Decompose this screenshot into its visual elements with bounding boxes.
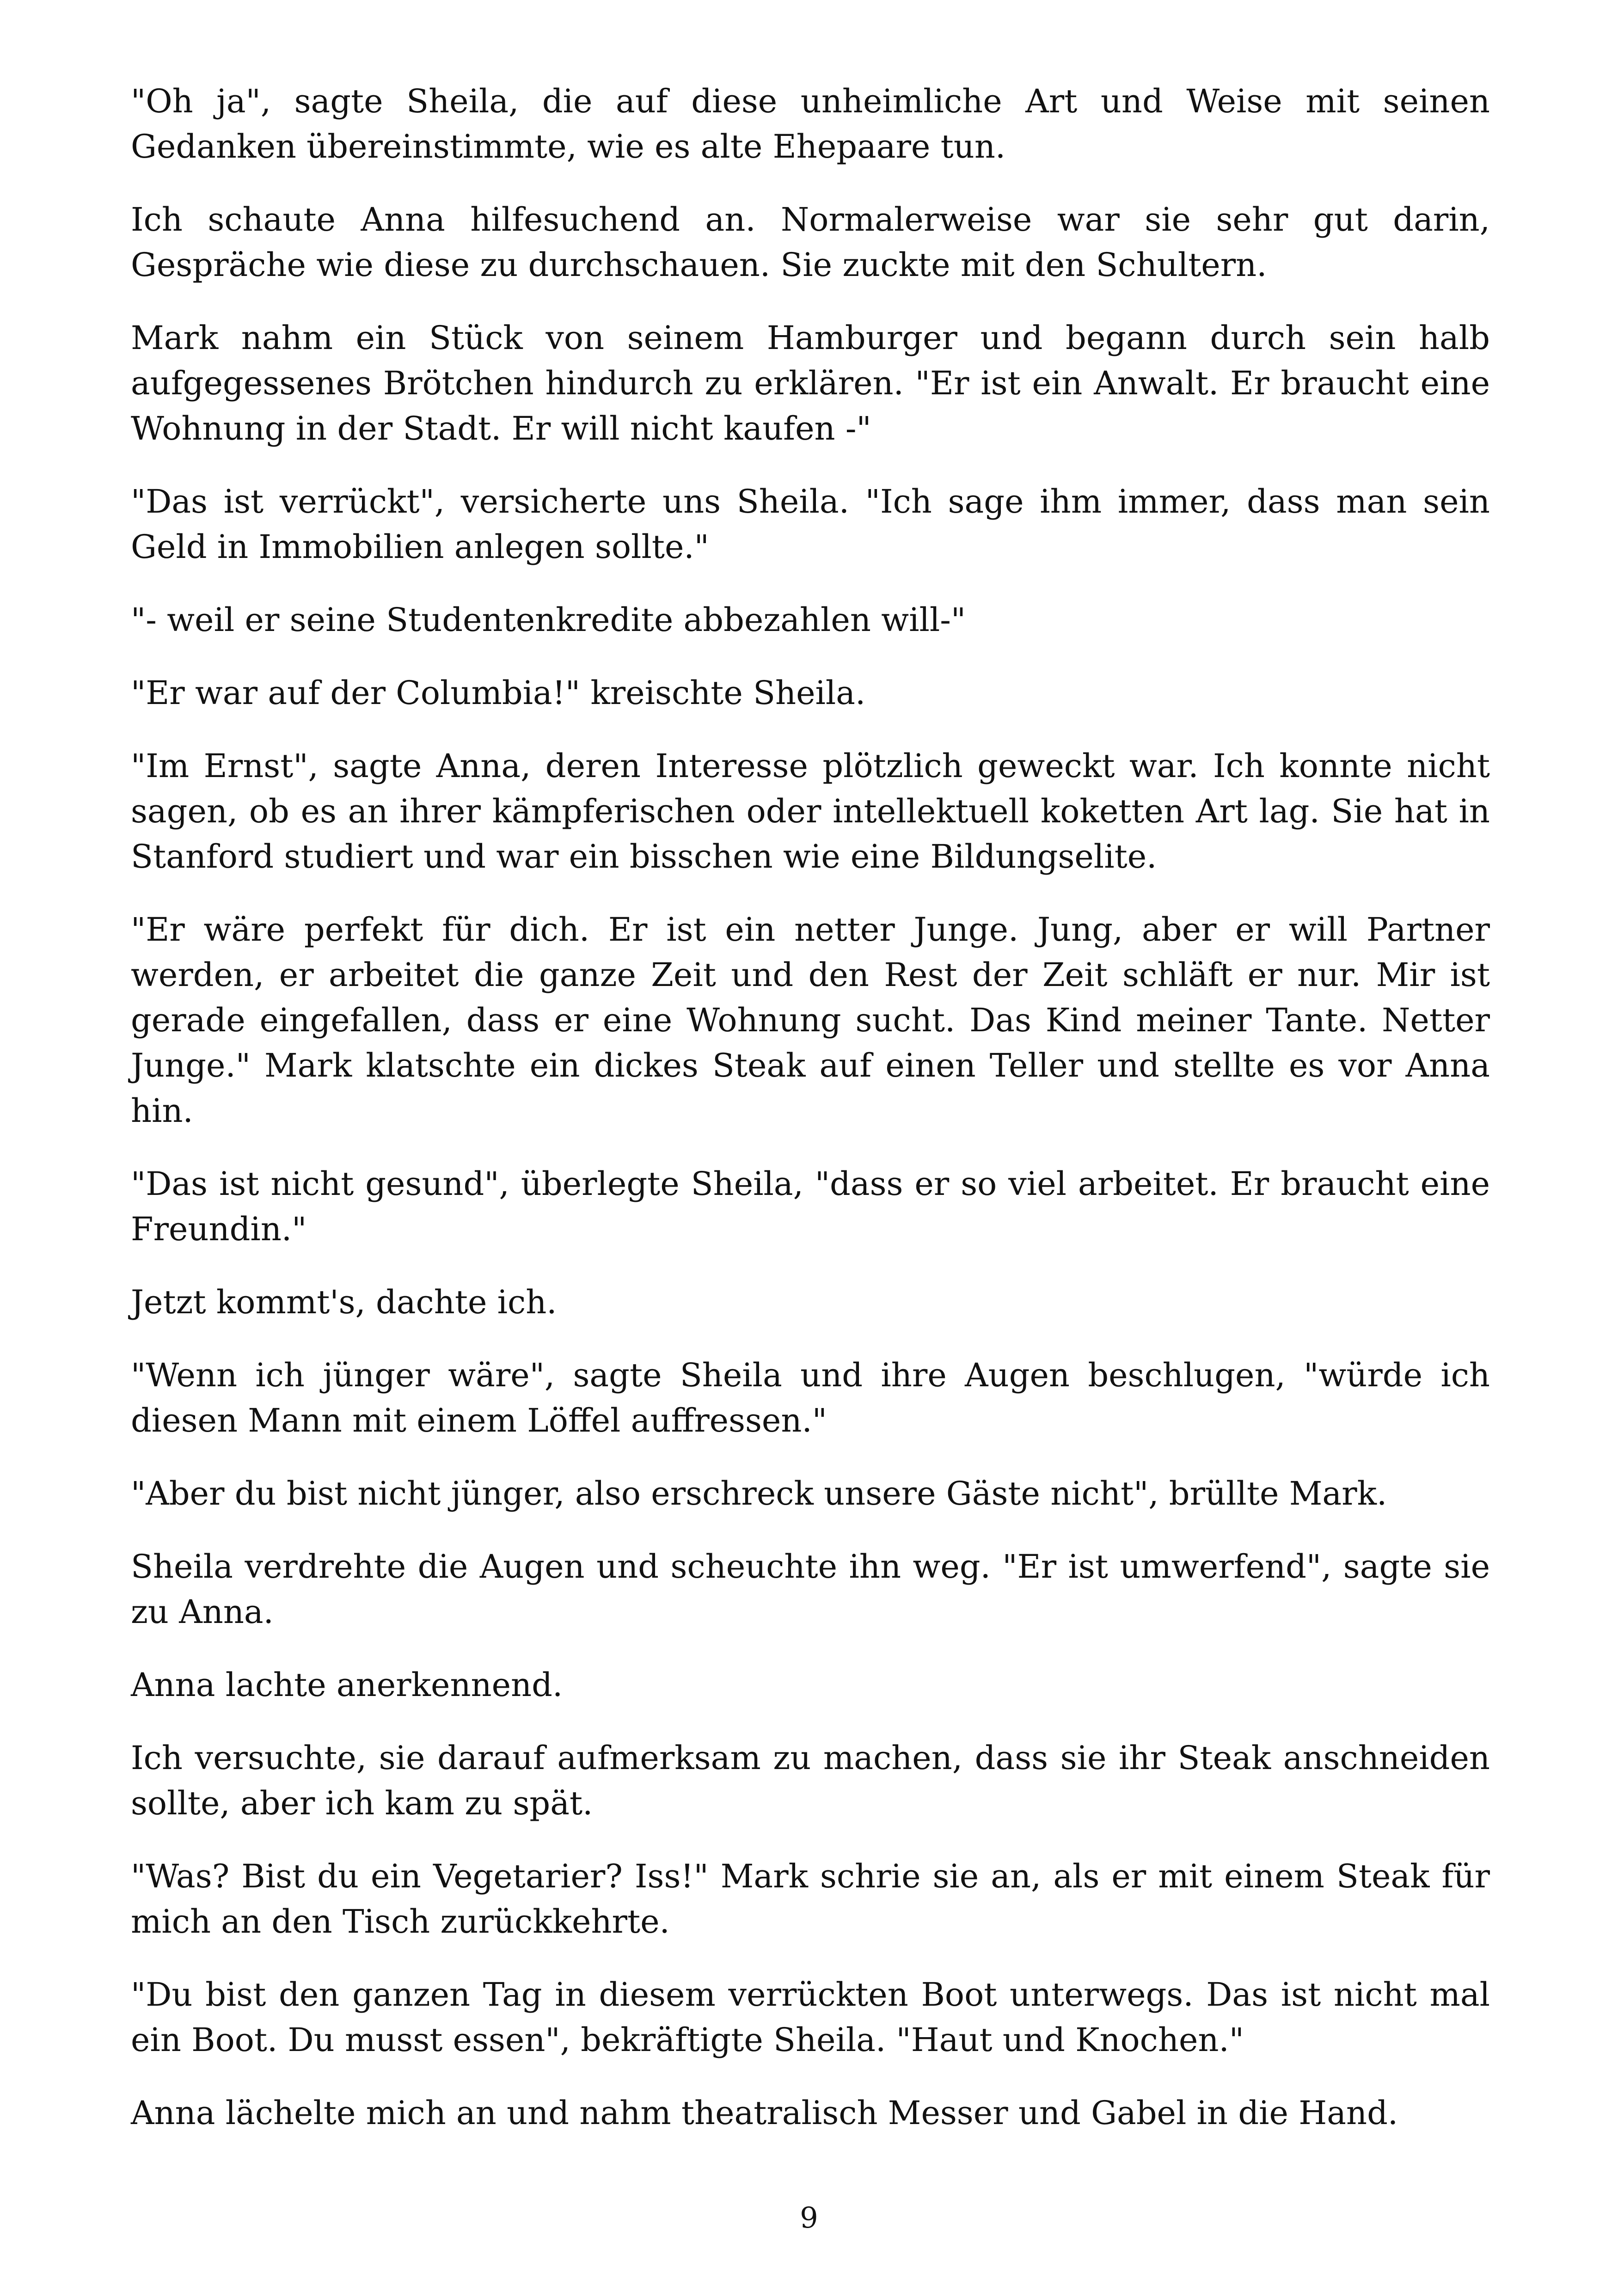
page-number: 9 bbox=[800, 2201, 818, 2235]
paragraph: "Wenn ich jünger wäre", sagte Sheila und ihre Augen beschlugen, "würde ich diesen Mann mit einem Löffel auffressen." bbox=[131, 1356, 1490, 1439]
paragraph: Anna lachte anerkennend. bbox=[131, 1666, 563, 1704]
paragraph: "Aber du bist nicht jünger, also erschreck unsere Gäste nicht", brüllte Mark. bbox=[131, 1475, 1387, 1512]
paragraph: "Im Ernst", sagte Anna, deren Interesse plötzlich geweckt war. Ich konnte nicht sagen, ob es an ihrer kämpferischen oder intellektuell koketten Art lag. Sie hat in Stanford studiert und war ein bisschen wie eine Bildungselite. bbox=[131, 747, 1490, 876]
paragraph: "Das ist nicht gesund", überlegte Sheila, "dass er so viel arbeitet. Er braucht eine Freundin." bbox=[131, 1165, 1490, 1248]
paragraph: Jetzt kommt's, dachte ich. bbox=[131, 1283, 557, 1321]
paragraph: "Oh ja", sagte Sheila, die auf diese unheimliche Art und Weise mit seinen Gedanken übereinstimmte, wie es alte Ehepaare tun. bbox=[131, 82, 1490, 165]
paragraph: "Du bist den ganzen Tag in diesem verrückten Boot unterwegs. Das ist nicht mal ein Boot. Du musst essen", bekräftigte Sheila. "Haut und Knochen." bbox=[131, 1976, 1490, 2059]
paragraph: "- weil er seine Studentenkredite abbezahlen will-" bbox=[131, 601, 966, 639]
paragraph: Mark nahm ein Stück von seinem Hamburger und begann durch sein halb aufgegessenes Brötchen hindurch zu erklären. "Er ist ein Anwalt. Er braucht eine Wohnung in der Stadt. Er will nicht kaufen -" bbox=[131, 319, 1490, 447]
paragraph: Anna lächelte mich an und nahm theatralisch Messer und Gabel in die Hand. bbox=[131, 2094, 1398, 2132]
paragraph: "Was? Bist du ein Vegetarier? Iss!" Mark schrie sie an, als er mit einem Steak für mich an den Tisch zurückkehrte. bbox=[131, 1857, 1490, 1941]
paragraph: Ich schaute Anna hilfesuchend an. Normalerweise war sie sehr gut darin, Gespräche wie diese zu durchschauen. Sie zuckte mit den Schultern. bbox=[131, 201, 1490, 284]
paragraph: Ich versuchte, sie darauf aufmerksam zu machen, dass sie ihr Steak anschneiden sollte, aber ich kam zu spät. bbox=[131, 1739, 1490, 1822]
paragraph: "Das ist verrückt", versicherte uns Sheila. "Ich sage ihm immer, dass man sein Geld in Immobilien anlegen sollte." bbox=[131, 483, 1490, 566]
page-body bbox=[131, 79, 1490, 2163]
paragraph: "Er war auf der Columbia!" kreischte Sheila. bbox=[131, 674, 866, 712]
paragraph: "Er wäre perfekt für dich. Er ist ein netter Junge. Jung, aber er will Partner werden, er arbeitet die ganze Zeit und den Rest der Zeit schläft er nur. Mir ist gerade eingefallen, dass er eine Wohnung sucht. Das Kind meiner Tante. Netter Junge." Mark klatschte ein dickes Steak auf einen Teller und stellte es vor Anna hin. bbox=[131, 911, 1490, 1130]
paragraph: Sheila verdrehte die Augen und scheuchte ihn weg. "Er ist umwerfend", sagte sie zu Anna. bbox=[131, 1548, 1490, 1631]
